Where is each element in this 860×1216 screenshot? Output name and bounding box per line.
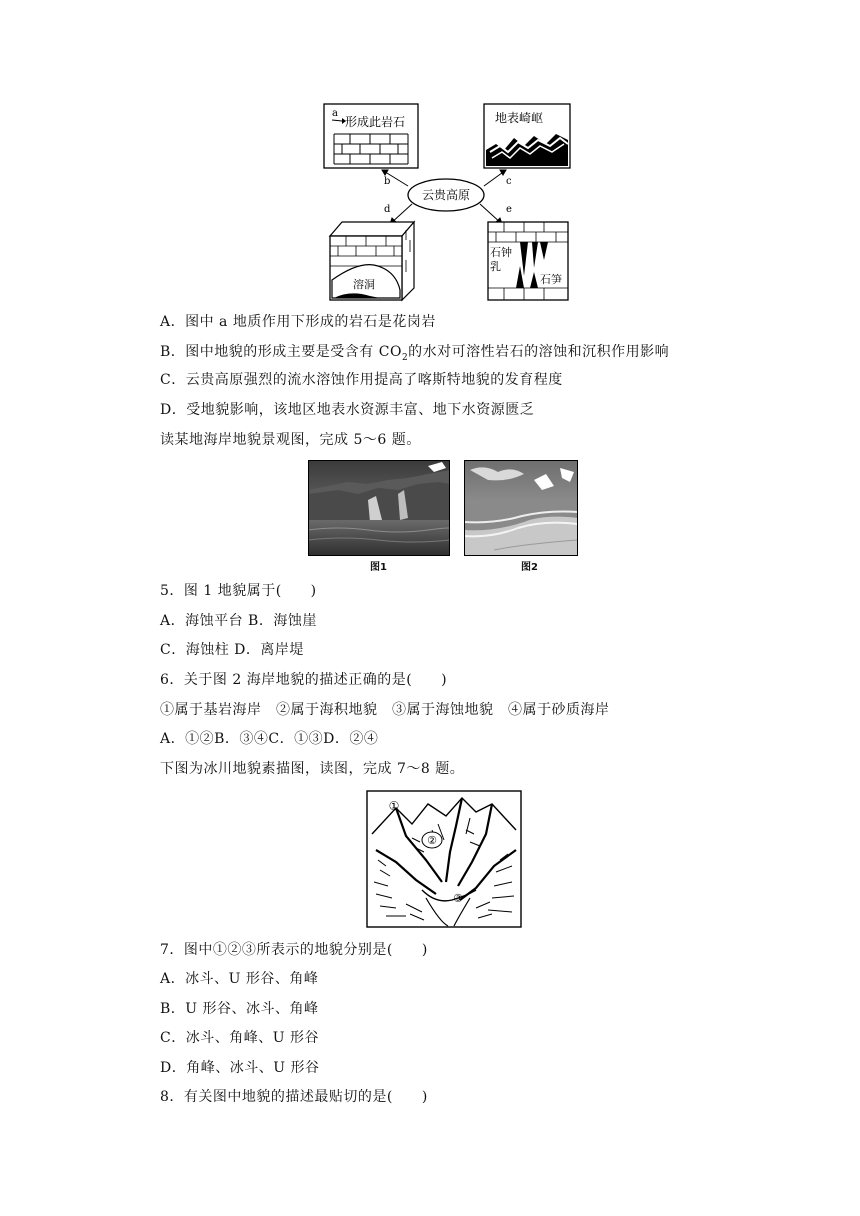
q6-stem: 6．关于图 2 海岸地貌的描述正确的是( ) xyxy=(160,672,448,688)
cave-label: 溶洞 xyxy=(353,278,375,291)
q5-stem: 5．图 1 地貌属于( ) xyxy=(160,583,317,599)
q7-option-a: A．冰斗、U 形谷、角峰 xyxy=(160,971,319,987)
q4-option-b-pre: B．图中地貌的形成主要是受含有 CO xyxy=(160,344,402,360)
arrow-b-label: b xyxy=(384,176,391,187)
glacier-label-3: ③ xyxy=(453,892,463,905)
q7-option-d: D．角峰、冰斗、U 形谷 xyxy=(160,1060,320,1076)
q4-option-b-post: 的水对可溶性岩石的溶蚀和沉积作用影响 xyxy=(408,344,670,360)
stalactite-label-2: 乳 xyxy=(490,260,501,273)
q7-option-b: B．U 形谷、冰斗、角峰 xyxy=(160,1001,319,1017)
q4-option-b xyxy=(160,342,669,368)
q6-options: A．①②B．③④C．①③D．②④ xyxy=(160,731,379,747)
karst-diagram xyxy=(320,100,580,305)
photo-caption-1: 图1 xyxy=(370,562,387,573)
box-rock-label: 形成此岩石 xyxy=(345,115,406,129)
intro-5-6: 读某地海岸地貌景观图，完成 5～6 题。 xyxy=(160,432,421,448)
stalactite-label-1: 石钟 xyxy=(490,246,512,259)
glacier-label-2: ② xyxy=(427,834,437,847)
q5-options-ab: A．海蚀平台 B．海蚀崖 xyxy=(160,613,317,629)
glacier-label-1: ① xyxy=(388,799,400,813)
arrow-c-label: c xyxy=(506,176,512,187)
glacier-sketch xyxy=(366,790,522,928)
arrow-a-label: a xyxy=(332,108,338,119)
q6-items: ①属于基岩海岸 ②属于海积地貌 ③属于海蚀地貌 ④属于砂质海岸 xyxy=(160,702,610,718)
q4-option-c: C．云贵高原强烈的流水溶蚀作用提高了喀斯特地貌的发育程度 xyxy=(160,372,563,388)
arrow-e-label: e xyxy=(506,204,512,215)
center-label: 云贵高原 xyxy=(421,188,471,202)
q4-option-d: D．受地貌影响，该地区地表水资源丰富、地下水资源匮乏 xyxy=(160,402,535,418)
q7-option-c: C．冰斗、角峰、U 形谷 xyxy=(160,1030,319,1046)
arrow-d-label: d xyxy=(384,204,391,215)
intro-7-8: 下图为冰川地貌素描图，读图，完成 7～8 题。 xyxy=(160,761,465,777)
coast-photo-1 xyxy=(308,460,450,556)
q4-option-a: A．图中 a 地质作用下形成的岩石是花岗岩 xyxy=(160,314,436,330)
stalagmite-label: 石笋 xyxy=(540,273,562,286)
coast-photo-2 xyxy=(464,460,578,556)
box-rugged-label: 地表崎岖 xyxy=(495,111,544,125)
q5-options-cd: C．海蚀柱 D．离岸堤 xyxy=(160,642,304,658)
q4-option-b-sub: 2 xyxy=(401,352,409,363)
q7-stem: 7．图中①②③所表示的地貌分别是( ) xyxy=(160,942,428,958)
photo-caption-2: 图2 xyxy=(521,562,538,573)
q8-stem: 8．有关图中地貌的描述最贴切的是( ) xyxy=(160,1089,428,1105)
